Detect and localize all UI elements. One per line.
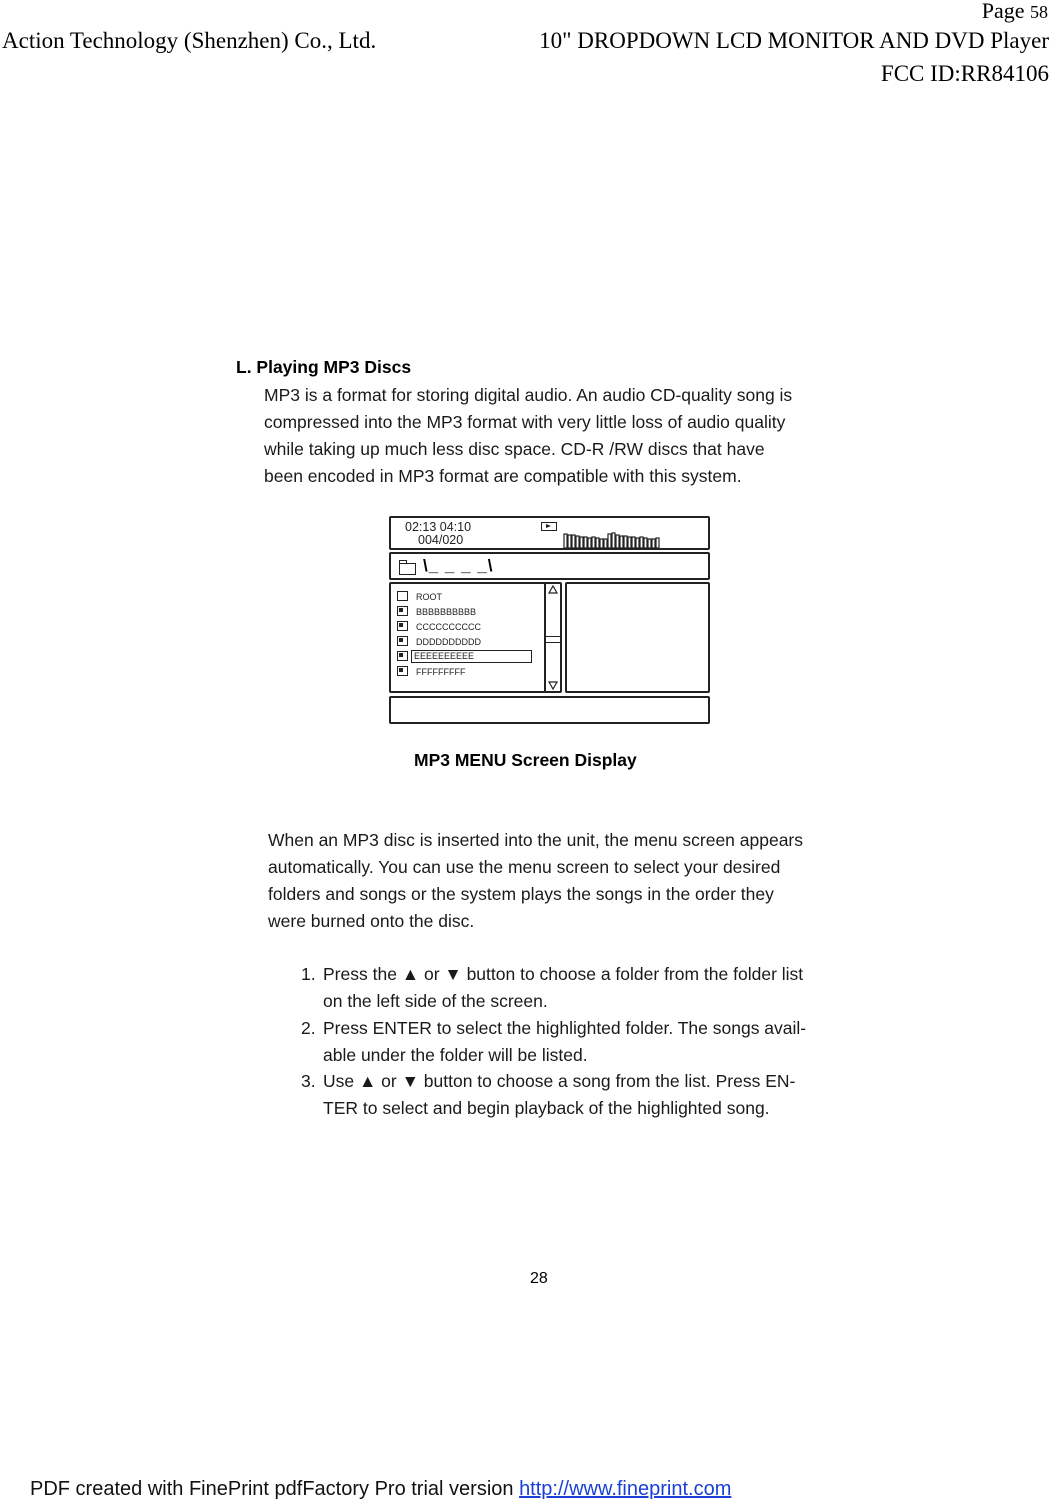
- file-icon: [397, 636, 408, 646]
- usage-line: When an MP3 disc is inserted into the unit, the menu screen appears: [268, 830, 804, 850]
- header-page-word: Page: [981, 0, 1025, 23]
- folder-path-bar: [389, 552, 710, 580]
- intro-line: while taking up much less disc space. CD-R /RW discs that have: [264, 439, 765, 459]
- usage-line: automatically. You can use the menu screen to select your desired: [268, 857, 781, 877]
- song-list-panel: [565, 582, 710, 693]
- track-counter: 004/020: [418, 533, 464, 547]
- usage-line: were burned onto the disc.: [268, 911, 475, 931]
- usage-paragraph: [268, 827, 803, 935]
- header-page-label: [982, 0, 1048, 24]
- elapsed-total-time: 02:13 04:10: [405, 520, 472, 534]
- header-page-number: 58: [1030, 2, 1048, 22]
- list-item-label: CCCCCCCCCC: [416, 622, 481, 632]
- header-product: 10" DROPDOWN LCD MONITOR AND DVD Player: [539, 28, 1049, 53]
- section-title: L. Playing MP3 Discs: [236, 357, 412, 377]
- step-line: on the left side of the screen.: [323, 991, 548, 1011]
- usage-line: folders and songs or the system plays the songs in the order they: [268, 884, 774, 904]
- intro-paragraph: [264, 382, 792, 490]
- folder-icon: [397, 591, 408, 601]
- scrollbar: [544, 584, 560, 691]
- step-line: TER to select and begin playback of the highlighted song.: [323, 1098, 770, 1118]
- folder-icon: [399, 563, 416, 575]
- spectrum-analyzer-icon: [563, 531, 663, 549]
- folder-path: \_ _ _ _\: [423, 556, 494, 575]
- list-item-label: EEEEEEEEEE: [411, 650, 532, 663]
- step-number: 1.: [301, 964, 316, 984]
- list-item-label: DDDDDDDDDD: [416, 637, 481, 647]
- play-icon: [541, 522, 557, 531]
- file-icon: [397, 666, 408, 676]
- page-number: 28: [530, 1270, 548, 1287]
- header-company: Action Technology (Shenzhen) Co., Ltd.: [2, 28, 377, 53]
- intro-line: compressed into the MP3 format with very little loss of audio quality: [264, 412, 786, 432]
- list-item-label: BBBBBBBBBB: [416, 607, 477, 617]
- intro-line: been encoded in MP3 format are compatible with this system.: [264, 466, 742, 486]
- mp3-menu-screen-illustration: [389, 516, 711, 726]
- file-icon: [397, 651, 408, 661]
- scroll-thumb-bottom: [546, 642, 560, 643]
- header-fcc-id: FCC ID:RR84106: [880, 61, 1049, 86]
- folder-list-panel: [389, 582, 562, 693]
- intro-line: MP3 is a format for storing digital audio. An audio CD-quality song is: [264, 385, 793, 405]
- step-line: Press ENTER to select the highlighted folder. The songs avail-: [323, 1018, 807, 1038]
- info-bar: [389, 696, 710, 724]
- step-line: Press the ▲ or ▼ button to choose a folder from the folder list: [323, 964, 804, 984]
- footer-text: PDF created with FinePrint pdfFactory Pro trial version: [30, 1478, 520, 1500]
- file-icon: [397, 621, 408, 631]
- list-item-label: FFFFFFFFF: [416, 667, 466, 677]
- step-number: 2.: [301, 1018, 316, 1038]
- step-line: Use ▲ or ▼ button to choose a song from the list. Press EN-: [323, 1071, 796, 1091]
- step-line: able under the folder will be listed.: [323, 1045, 588, 1065]
- scroll-arrows-icon: [546, 584, 560, 691]
- list-item-label: ROOT: [416, 592, 442, 602]
- scroll-thumb-top: [546, 636, 560, 637]
- figure-caption: MP3 MENU Screen Display: [414, 750, 637, 770]
- step-number: 3.: [301, 1071, 316, 1091]
- playback-status-bar: [389, 516, 710, 550]
- footer-link[interactable]: http://www.fineprint.com: [519, 1478, 732, 1500]
- file-icon: [397, 606, 408, 616]
- pdf-footer: [30, 1478, 731, 1501]
